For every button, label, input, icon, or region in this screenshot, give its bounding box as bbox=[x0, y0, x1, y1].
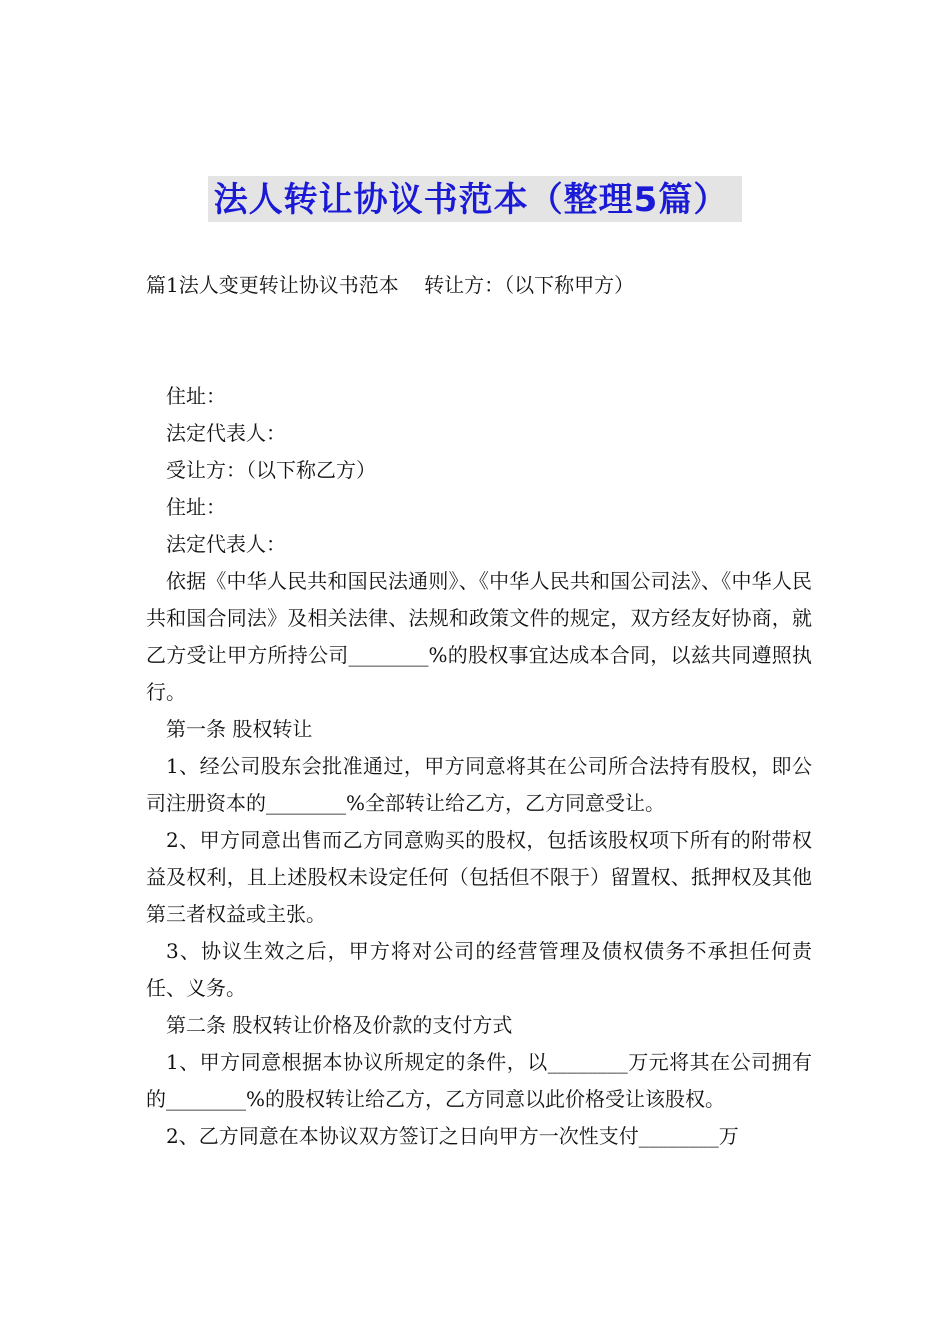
lead-line: 篇1法人变更转让协议书范本 转让方：（以下称甲方） bbox=[146, 273, 635, 297]
article-2-clause-2: 2、乙方同意在本协议双方签订之日向甲方一次性支付________万 bbox=[166, 1124, 739, 1148]
paragraph-legal-rep-b: 法定代表人： bbox=[166, 532, 286, 556]
paragraph-basis: 依据《中华人民共和国民法通则》、《中华人民共和国公司法》、《中华人民共和国合同法》及相关法律、法规和政策文件的规定，双方经友好协商，就乙方受让甲方所持公司________%的股权事宜达成本合同，以兹共同遵照执行。 bbox=[146, 569, 812, 704]
paragraph-address-b: 住址： bbox=[166, 495, 226, 519]
paragraph-address-a: 住址： bbox=[166, 384, 226, 408]
document-body bbox=[146, 378, 812, 1155]
article-2-clause-1: 1、甲方同意根据本协议所规定的条件，以________万元将其在公司拥有的________%的股权转让给乙方，乙方同意以此价格受让该股权。 bbox=[146, 1050, 812, 1111]
article-1-clause-2: 2、甲方同意出售而乙方同意购买的股权，包括该股权项下所有的附带权益及权利，且上述股权未设定任何（包括但不限于）留置权、抵押权及其他第三者权益或主张。 bbox=[146, 828, 812, 926]
document-title: 法人转让协议书范本（整理5篇） bbox=[208, 176, 743, 222]
article-1-clause-3: 3、协议生效之后，甲方将对公司的经营管理及债权债务不承担任何责任、义务。 bbox=[146, 939, 812, 1000]
title-container bbox=[0, 176, 950, 222]
article-1-clause-1: 1、经公司股东会批准通过，甲方同意将其在公司所合法持有股权，即公司注册资本的________%全部转让给乙方，乙方同意受让。 bbox=[146, 754, 812, 815]
article-2-heading: 第二条 股权转让价格及价款的支付方式 bbox=[166, 1013, 513, 1037]
article-1-heading: 第一条 股权转让 bbox=[166, 717, 313, 741]
paragraph-transferee: 受让方：（以下称乙方） bbox=[166, 458, 376, 482]
paragraph-legal-rep-a: 法定代表人： bbox=[166, 421, 286, 445]
